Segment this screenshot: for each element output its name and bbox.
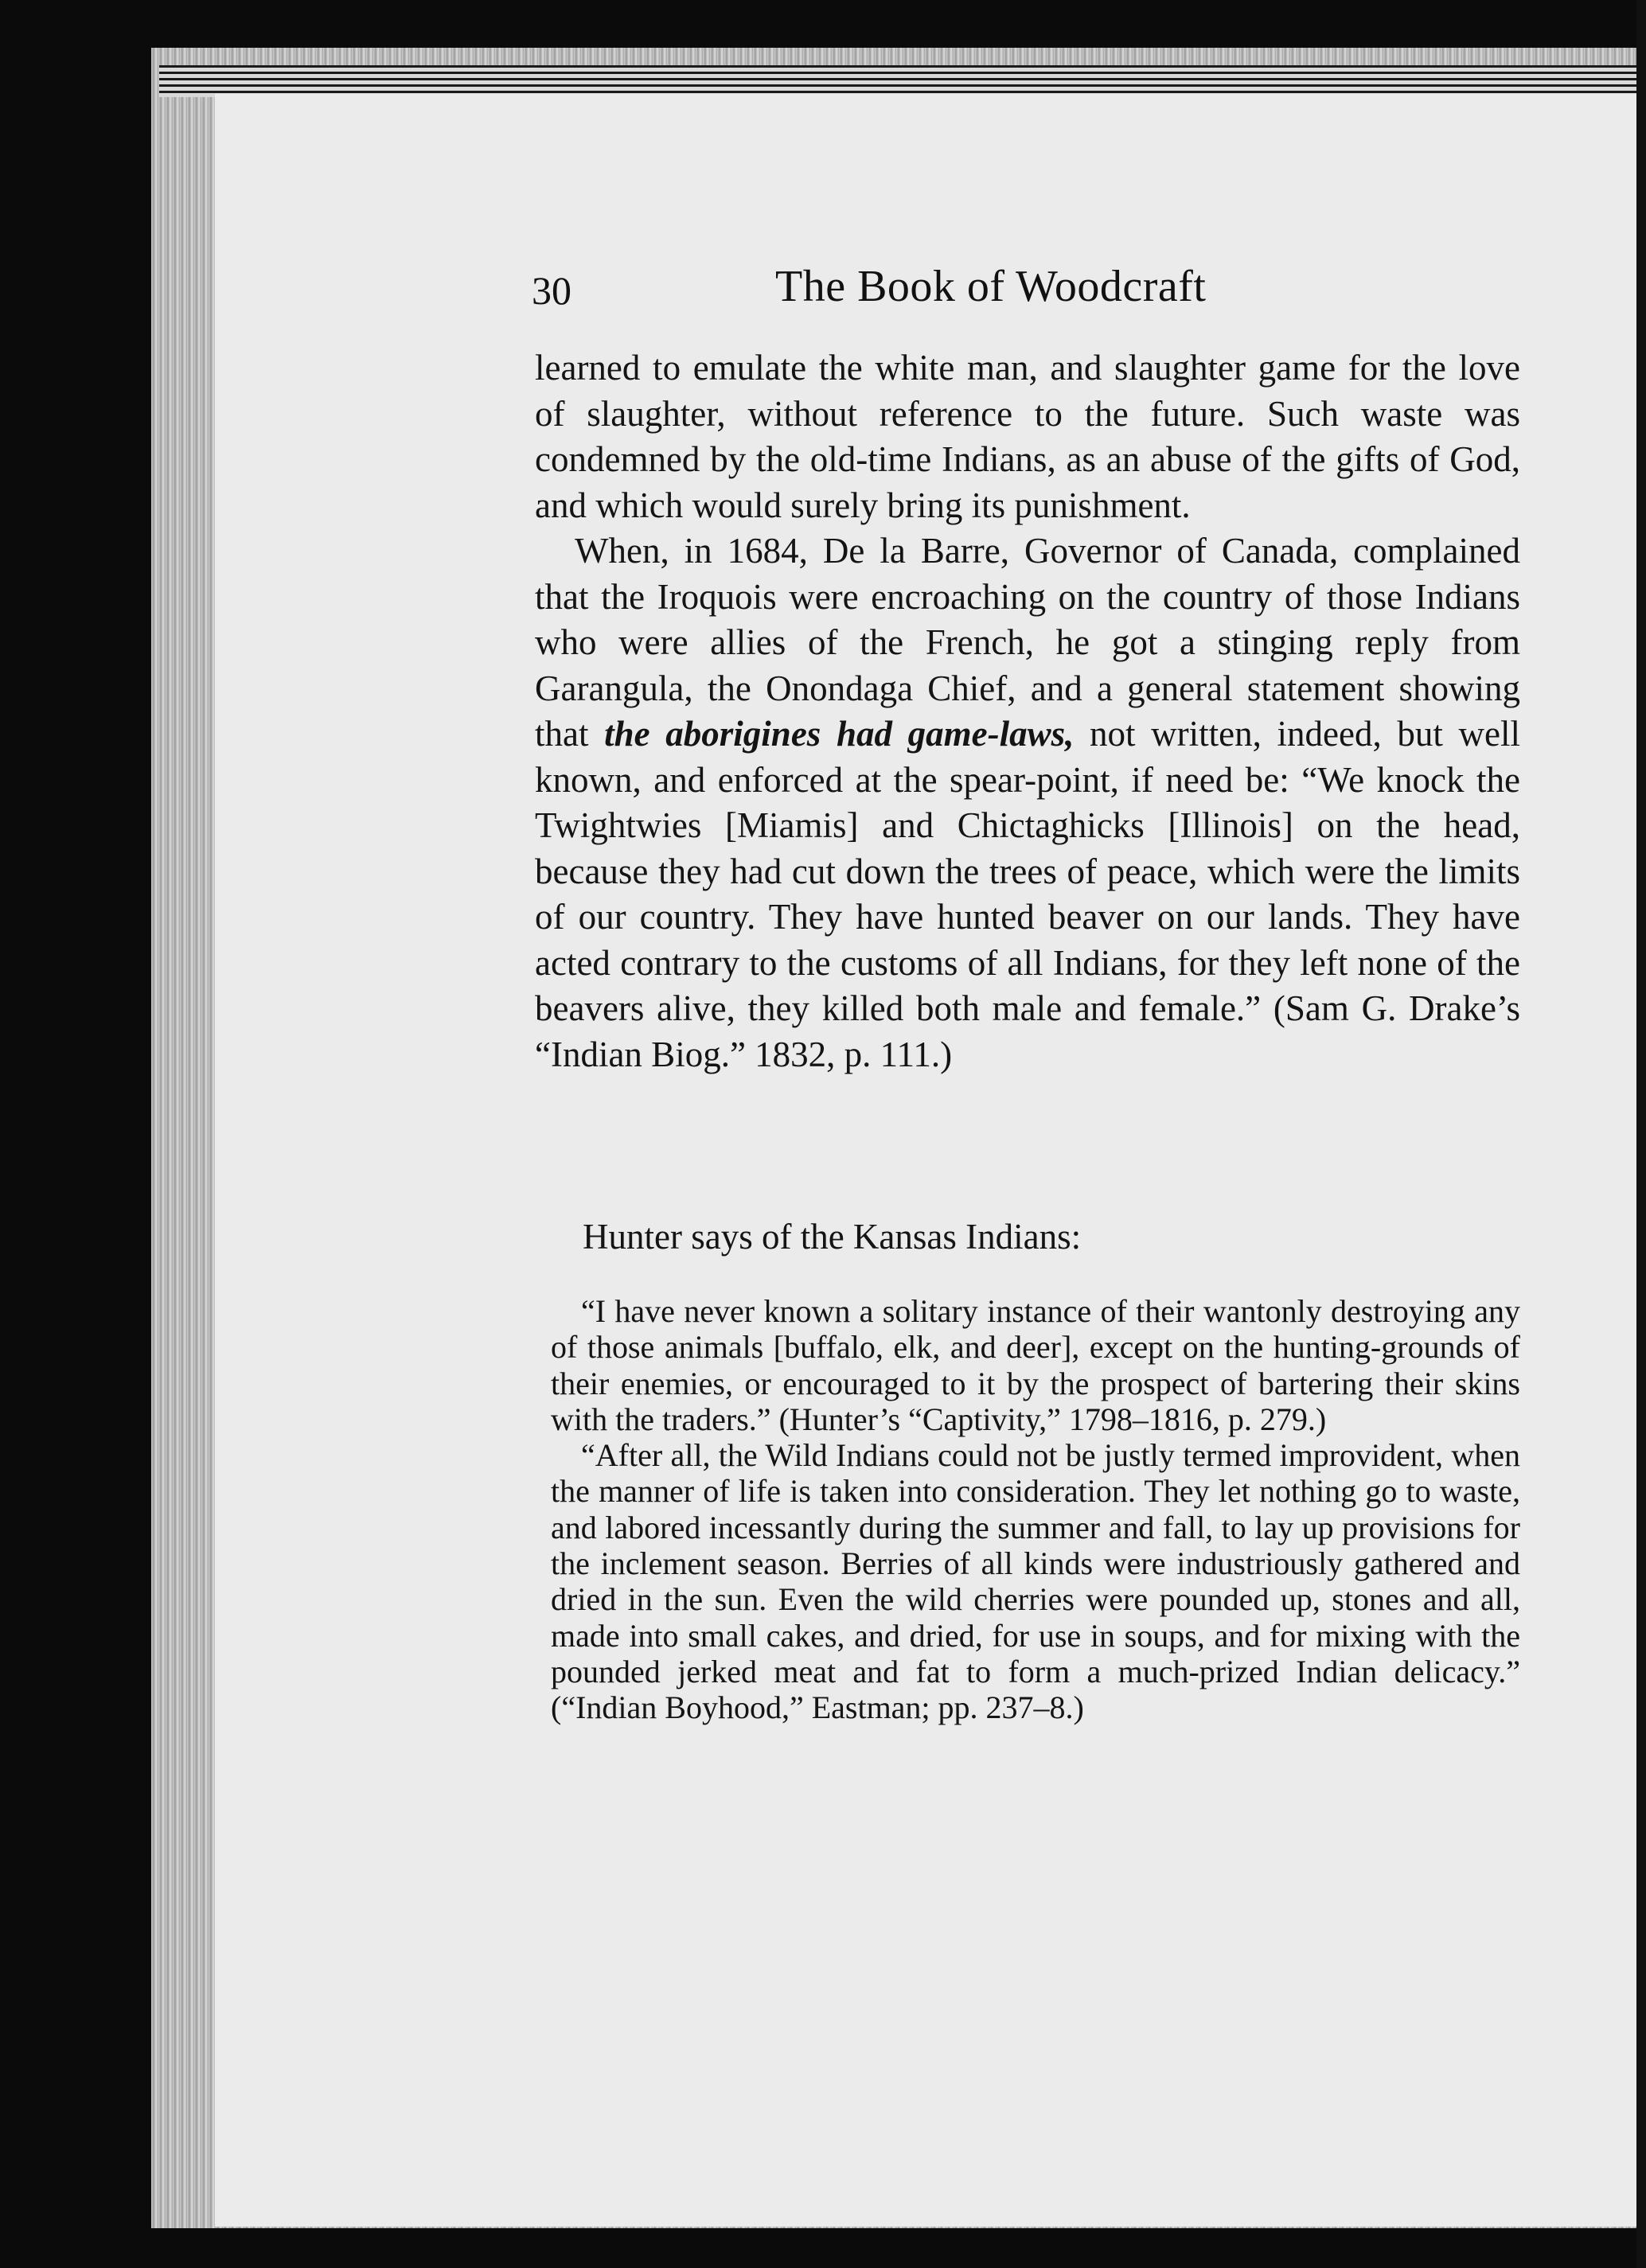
page-header xyxy=(532,261,1264,317)
quotation-block xyxy=(551,1293,1520,1726)
paragraph-text-start: When, in 1684, De la Barre, Governor of Canada, complained that the Iroquois were encroaching on the country of those Indians who were allies of the French, he got a stinging reply from Garangula, the Onondaga Chief, and a general statement showing that xyxy=(535,531,1520,754)
scan-shadow xyxy=(1636,0,1646,2268)
running-title: The Book of Woodcraft xyxy=(775,262,1207,311)
paragraph-continuation: learned to emulate the white man, and slaughter game for the love of slaughter, without reference to the future. Such waste was condemned by the old-time Indians, as an abuse of the gifts of God, and which would surely bring its punishment. xyxy=(535,348,1520,525)
section-subheading: Hunter says of the Kansas Indians: xyxy=(583,1217,1082,1257)
page-stack-lines xyxy=(159,65,1640,97)
main-body xyxy=(535,345,1520,1077)
paragraph-text-end: not written, indeed, but well known, and enforced at the spear-point, if need be: “We knock the Twightwies [Miamis] and Chictaghicks [Illinois] on the head, because they had cut down the trees of peace, which were the limits of our country. They have hunted beaver on our lands. They have acted contrary to the customs of all Indians, for they left none of the beavers alive, they killed both male and female.” (Sam G. Drake’s “Indian Biog.” 1832, p. 111.) xyxy=(535,714,1520,1074)
quote-eastman: “After all, the Wild Indians could not be justly termed improvident, when the manner of life is taken into consideration. They let nothing go to waste, and labored incessantly during the summer and fall, to lay up provisions for the inclement season. Berries of all kinds were industriously gathered and dried in the sun. Even the wild cherries were pounded up, stones and all, made into small cakes, and dried, for use in soups, and for mixing with the pounded jerked meat and fat to form a much-prized Indian delicacy.” (“Indian Boyhood,” Eastman; pp. 237–8.) xyxy=(551,1437,1520,1726)
paragraph-de-la-barre xyxy=(535,528,1520,1077)
page-number: 30 xyxy=(532,268,571,313)
italic-emphasis: the aborigines had game-laws, xyxy=(604,714,1075,754)
quote-hunter: “I have never known a solitary instance of their wantonly destroying any of those animals [buffalo, elk, and deer], except on the hunting-grounds of their enemies, or encouraged to it by the prospect of bartering their skins with the traders.” (Hunter’s “Captivity,” 1798–1816, p. 279.) xyxy=(551,1293,1520,1437)
